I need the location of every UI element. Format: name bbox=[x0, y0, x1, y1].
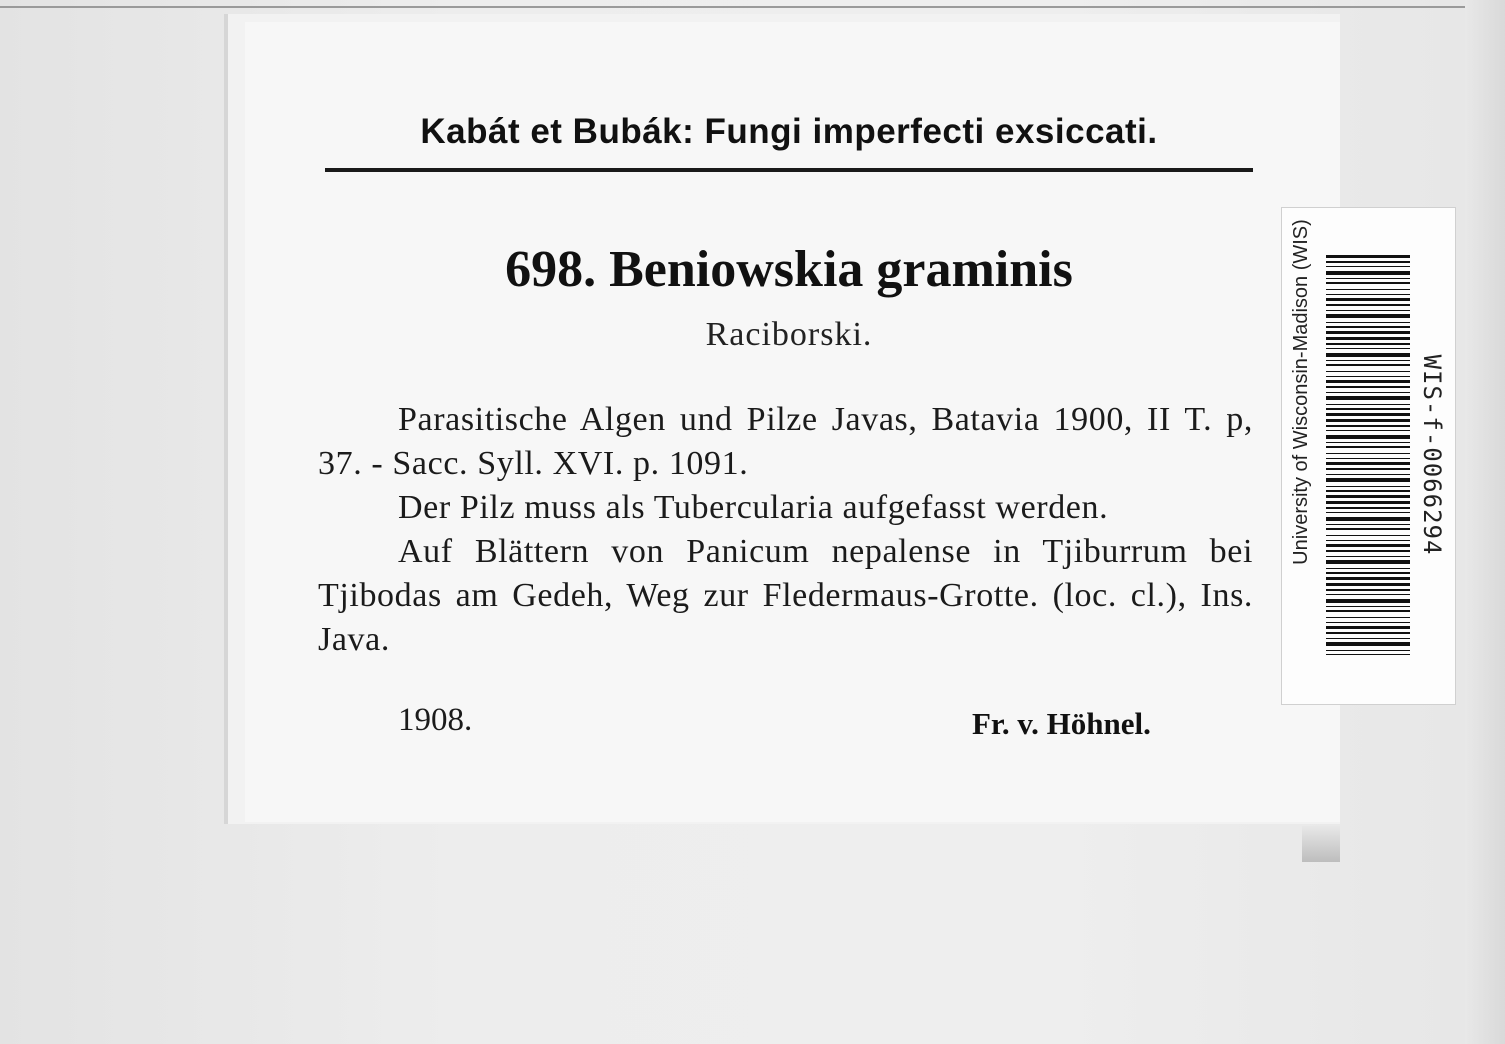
locality-paragraph: Auf Blättern von Panicum nepalense in Tjiburrum bei Tjibodas am Gedeh, Weg zur Fledermaus-Grotte. (loc. cl.), Ins. Java. bbox=[318, 533, 1253, 658]
species-author: Raciborski. bbox=[705, 316, 873, 353]
title-rule bbox=[325, 168, 1253, 172]
catalog-number: WIS-f-0066294 bbox=[1418, 354, 1446, 556]
collection-year: 1908. bbox=[398, 702, 473, 738]
barcode-icon bbox=[1326, 255, 1410, 655]
label-body bbox=[318, 398, 1253, 662]
series-title: Kabát et Bubák: Fungi imperfecti exsiccati. bbox=[420, 112, 1158, 151]
packet-fold bbox=[1302, 826, 1340, 862]
sheet-edge-line bbox=[0, 6, 1505, 8]
citation-paragraph: Parasitische Algen und Pilze Javas, Batavia 1900, II T. p, 37. - Sacc. Syll. XVI. p. 1091. bbox=[318, 401, 1253, 482]
species-name: 698. Beniowskia graminis bbox=[505, 241, 1073, 298]
note-paragraph: Der Pilz muss als Tubercularia aufgefasst werden. bbox=[398, 489, 1109, 526]
collector-name: Fr. v. Höhnel. bbox=[972, 706, 1151, 741]
sheet-right-edge bbox=[1465, 0, 1505, 1044]
institution-text: University of Wisconsin-Madison (WIS) bbox=[1290, 219, 1312, 565]
